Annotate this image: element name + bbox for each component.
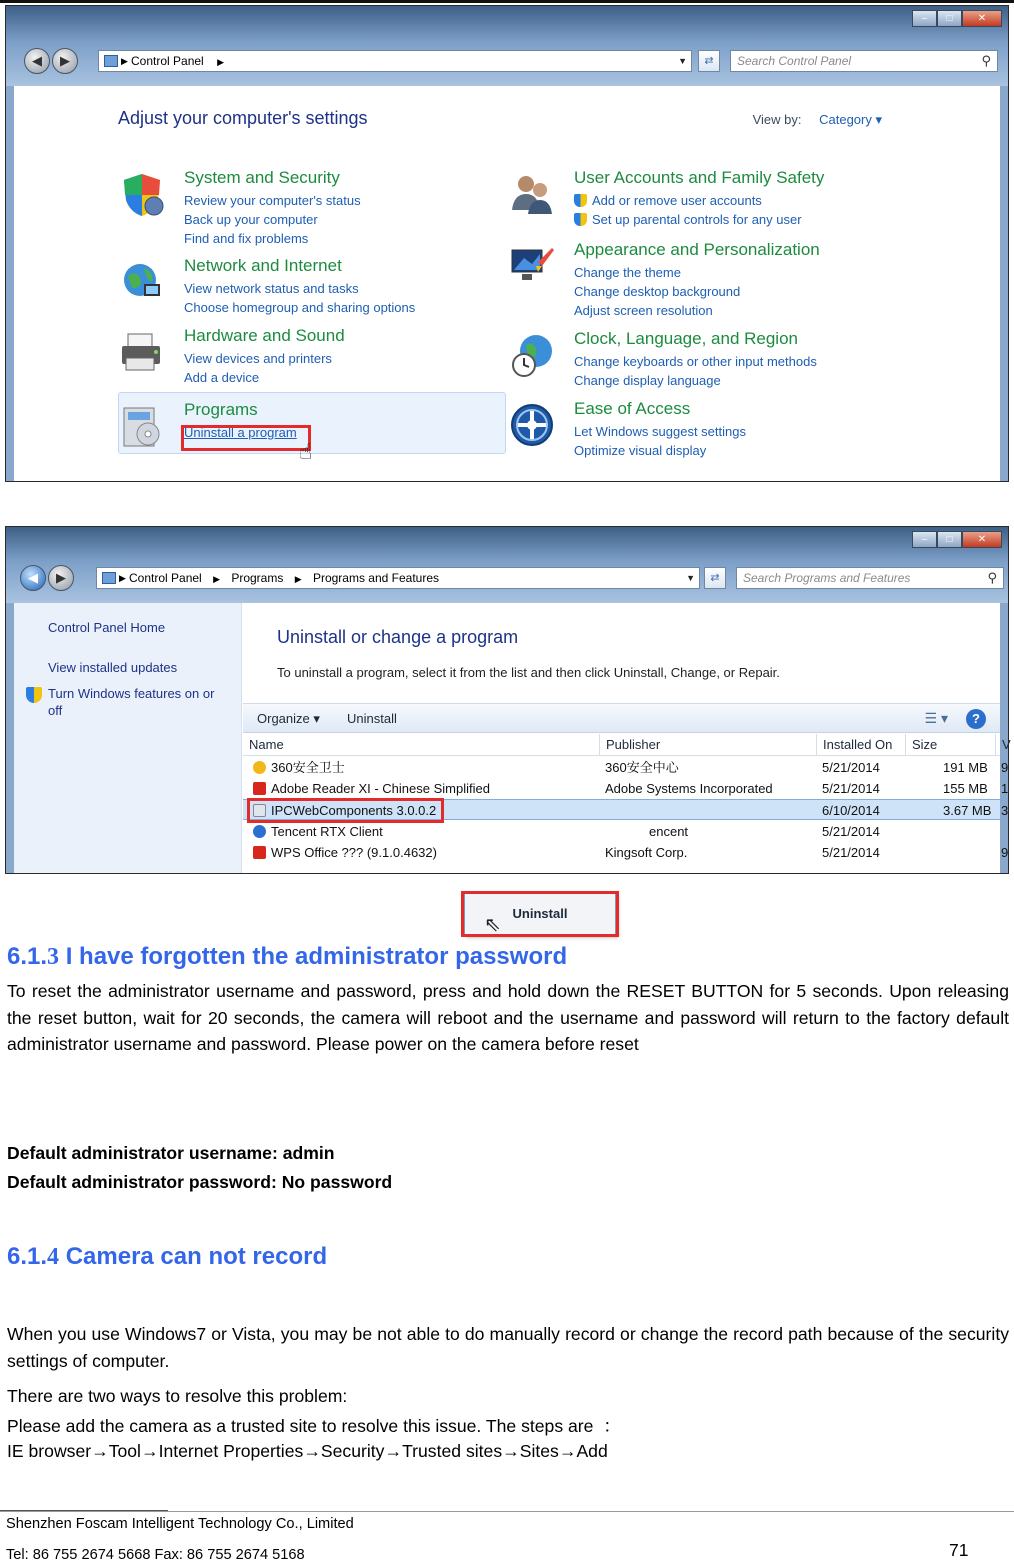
page-title: Adjust your computer's settings	[118, 108, 368, 128]
breadcrumb-programs[interactable]: Programs	[231, 571, 284, 585]
address-bar[interactable]: ▶ Control Panel ▶ Programs ▶ Programs and Features ▼	[96, 567, 700, 589]
table-row[interactable]: 360安全卫士 360安全中心 5/21/2014 191 MB 9	[243, 757, 1000, 778]
search-input[interactable]: Search Control Panel ⚲	[730, 50, 998, 72]
sidebar-installed-updates[interactable]: View installed updates	[48, 660, 178, 675]
minimize-icon[interactable]: –	[912, 531, 937, 548]
organize-button[interactable]: Organize ▾	[257, 711, 320, 726]
address-bar[interactable]: ▶ Control Panel ▶ ▼	[98, 50, 692, 72]
footer-contact: Tel: 86 755 2674 5668 Fax: 86 755 2674 5168	[6, 1547, 305, 1563]
column-size[interactable]: Size	[905, 734, 937, 755]
view-by-dropdown[interactable]: Category ▾	[819, 112, 882, 127]
link-devices-printers[interactable]: View devices and printers	[184, 351, 332, 366]
programs-icon	[118, 402, 166, 450]
window-frame	[6, 527, 1008, 603]
link-keyboards[interactable]: Change keyboards or other input methods	[574, 354, 817, 369]
context-menu-uninstall[interactable]: Uninstall	[464, 893, 616, 935]
view-options-icon[interactable]: ☰ ▾	[924, 710, 948, 726]
shield-icon	[26, 687, 42, 703]
page-number: 71	[949, 1540, 969, 1560]
printer-icon	[118, 328, 166, 376]
link-screen-resolution[interactable]: Adjust screen resolution	[574, 303, 713, 318]
page-title: Uninstall or change a program	[277, 627, 519, 647]
section-heading-6-1-4: 6.1.4 Camera can not record	[7, 1243, 328, 1270]
dropdown-arrow-icon[interactable]: ▼	[678, 56, 687, 66]
trusted-site-instruction: Please add the camera as a trusted site to resolve this issue. The steps are ：	[7, 1416, 621, 1436]
search-input[interactable]: Search Programs and Features ⚲	[736, 567, 1004, 589]
arrow-right-icon: →	[384, 1441, 403, 1461]
page-description: To uninstall a program, select it from the list and then click Uninstall, Change, or Repair.	[277, 665, 780, 680]
close-icon[interactable]: ✕	[962, 531, 1002, 548]
default-username: Default administrator username: admin	[7, 1143, 335, 1163]
maximize-icon[interactable]: □	[937, 531, 962, 548]
tencent-rtx-icon	[253, 825, 266, 838]
column-name[interactable]: Name	[249, 737, 284, 752]
arrow-right-icon: →	[303, 1441, 321, 1461]
category-title[interactable]: Appearance and Personalization	[574, 240, 820, 259]
link-parental-controls[interactable]: Set up parental controls for any user	[574, 210, 914, 229]
programs-features-screenshot	[5, 526, 1011, 936]
wps-office-icon	[253, 846, 266, 859]
window-controls	[912, 10, 1002, 27]
hand-cursor-icon: ☝	[299, 439, 313, 464]
minimize-icon[interactable]: –	[912, 10, 937, 27]
breadcrumb-control-panel[interactable]: Control Panel	[129, 571, 202, 585]
folder-icon	[102, 572, 116, 584]
default-password: Default administrator password: No password	[7, 1172, 393, 1192]
column-headers	[243, 734, 1011, 756]
link-suggest-settings[interactable]: Let Windows suggest settings	[574, 424, 746, 439]
link-display-language[interactable]: Change display language	[574, 373, 721, 388]
footer-company: Shenzhen Foscam Intelligent Technology Co., Limited	[6, 1516, 354, 1532]
program-360-icon	[253, 761, 266, 774]
help-icon[interactable]: ?	[966, 709, 986, 729]
section-heading-6-1-3: 6.1.3 I have forgotten the administrator password	[7, 943, 568, 970]
uninstall-highlight-box	[181, 425, 311, 451]
adobe-reader-icon	[253, 782, 266, 795]
category-title[interactable]: Ease of Access	[574, 399, 691, 418]
dropdown-arrow-icon[interactable]: ▼	[686, 573, 695, 583]
category-title[interactable]: Clock, Language, and Region	[574, 329, 798, 348]
users-icon	[508, 170, 556, 218]
monitor-icon	[508, 242, 556, 290]
forward-arrow-icon[interactable]: ▶	[48, 565, 74, 591]
footer-rule	[0, 1511, 1014, 1512]
folder-icon	[104, 55, 118, 67]
record-issue-description: When you use Windows7 or Vista, you may be not able to do manually record or change the record path because of the security settings of computer.	[7, 1324, 1009, 1371]
forward-arrow-icon[interactable]: ▶	[52, 48, 78, 74]
command-bar	[243, 703, 1000, 733]
cursor-arrow-icon: ⇖	[484, 914, 501, 936]
refresh-icon[interactable]: ⇄	[698, 50, 720, 72]
breadcrumb-control-panel[interactable]: Control Panel	[131, 54, 204, 68]
search-icon[interactable]: ⚲	[981, 53, 991, 68]
program-highlight-box	[247, 798, 444, 823]
shield-icon	[574, 213, 587, 226]
link-add-device[interactable]: Add a device	[184, 370, 260, 385]
uninstall-toolbar-button[interactable]: Uninstall	[347, 711, 397, 726]
shield-icon	[574, 194, 587, 207]
column-publisher[interactable]: Publisher	[599, 734, 660, 755]
back-arrow-icon[interactable]: ◀	[20, 565, 46, 591]
link-uninstall-program[interactable]: Uninstall a program	[184, 425, 297, 440]
link-optimize-display[interactable]: Optimize visual display	[574, 443, 707, 458]
link-change-theme[interactable]: Change the theme	[574, 265, 681, 280]
category-title[interactable]: Hardware and Sound	[184, 326, 345, 345]
breadcrumb-programs-features[interactable]: Programs and Features	[312, 571, 440, 585]
link-network-status[interactable]: View network status and tasks	[184, 281, 359, 296]
table-row[interactable]: Adobe Reader XI - Chinese Simplified Adobe Systems Incorporated 5/21/2014 155 MB 1	[243, 778, 1000, 799]
category-title[interactable]: Network and Internet	[184, 256, 342, 275]
globe-network-icon	[118, 258, 166, 306]
column-installed-on[interactable]: Installed On	[816, 734, 892, 755]
link-desktop-background[interactable]: Change desktop background	[574, 284, 741, 299]
reset-instructions: To reset the administrator username and password, press and hold down the RESET BUTTON for 5 seconds. Upon releasing the reset button, wait for 20 seconds, the camera will reboot and the username and password will return to the factory default administrator username and password. Please power on the camera before reset	[7, 981, 1009, 1055]
link-add-remove-users[interactable]: Add or remove user accounts	[574, 191, 914, 210]
ease-of-access-icon	[508, 401, 556, 449]
maximize-icon[interactable]: □	[937, 10, 962, 27]
window-frame	[6, 6, 1008, 86]
shield-icon	[118, 170, 166, 218]
arrow-right-icon: →	[558, 1441, 577, 1461]
refresh-icon[interactable]: ⇄	[704, 567, 726, 589]
category-title[interactable]: Programs	[184, 400, 258, 419]
clock-globe-icon	[508, 331, 556, 379]
table-row-selected[interactable]: IPCWebComponents 3.0.0.2 6/10/2014 3.67 MB 3	[243, 799, 1000, 820]
search-icon[interactable]: ⚲	[987, 570, 997, 585]
programs-features-content	[14, 603, 1011, 936]
view-by: View by: Category ▾	[752, 112, 882, 127]
table-row[interactable]: Tencent RTX Client encent 5/21/2014	[243, 821, 1000, 842]
link-review-status[interactable]: Review your computer's status	[184, 193, 361, 208]
column-version[interactable]: V	[995, 734, 1011, 755]
arrow-right-icon: →	[140, 1441, 159, 1461]
settings-path: IE browser→Tool→Internet Properties→Security→Trusted sites→Sites→Add	[7, 1441, 608, 1461]
resolve-intro: There are two ways to resolve this problem:	[7, 1386, 348, 1406]
window-controls	[912, 531, 1002, 548]
top-rule	[0, 0, 1014, 3]
sidebar	[14, 603, 242, 873]
arrow-right-icon: →	[91, 1441, 109, 1461]
close-icon[interactable]: ✕	[962, 10, 1002, 27]
table-row[interactable]: WPS Office ??? (9.1.0.4632) Kingsoft Corp. 5/21/2014 9	[243, 842, 1000, 863]
category-title[interactable]: System and Security	[184, 168, 340, 187]
sidebar-control-panel-home[interactable]: Control Panel Home	[48, 620, 166, 635]
control-panel-content	[14, 86, 1000, 481]
arrow-right-icon: →	[502, 1441, 520, 1461]
sidebar-windows-features[interactable]: Turn Windows features on or off	[48, 686, 215, 718]
link-find-fix[interactable]: Find and fix problems	[184, 231, 309, 246]
back-arrow-icon[interactable]: ◀	[24, 48, 50, 74]
category-title[interactable]: User Accounts and Family Safety	[574, 168, 825, 187]
link-homegroup[interactable]: Choose homegroup and sharing options	[184, 300, 416, 315]
link-backup[interactable]: Back up your computer	[184, 212, 318, 227]
control-panel-screenshot	[5, 5, 1009, 482]
